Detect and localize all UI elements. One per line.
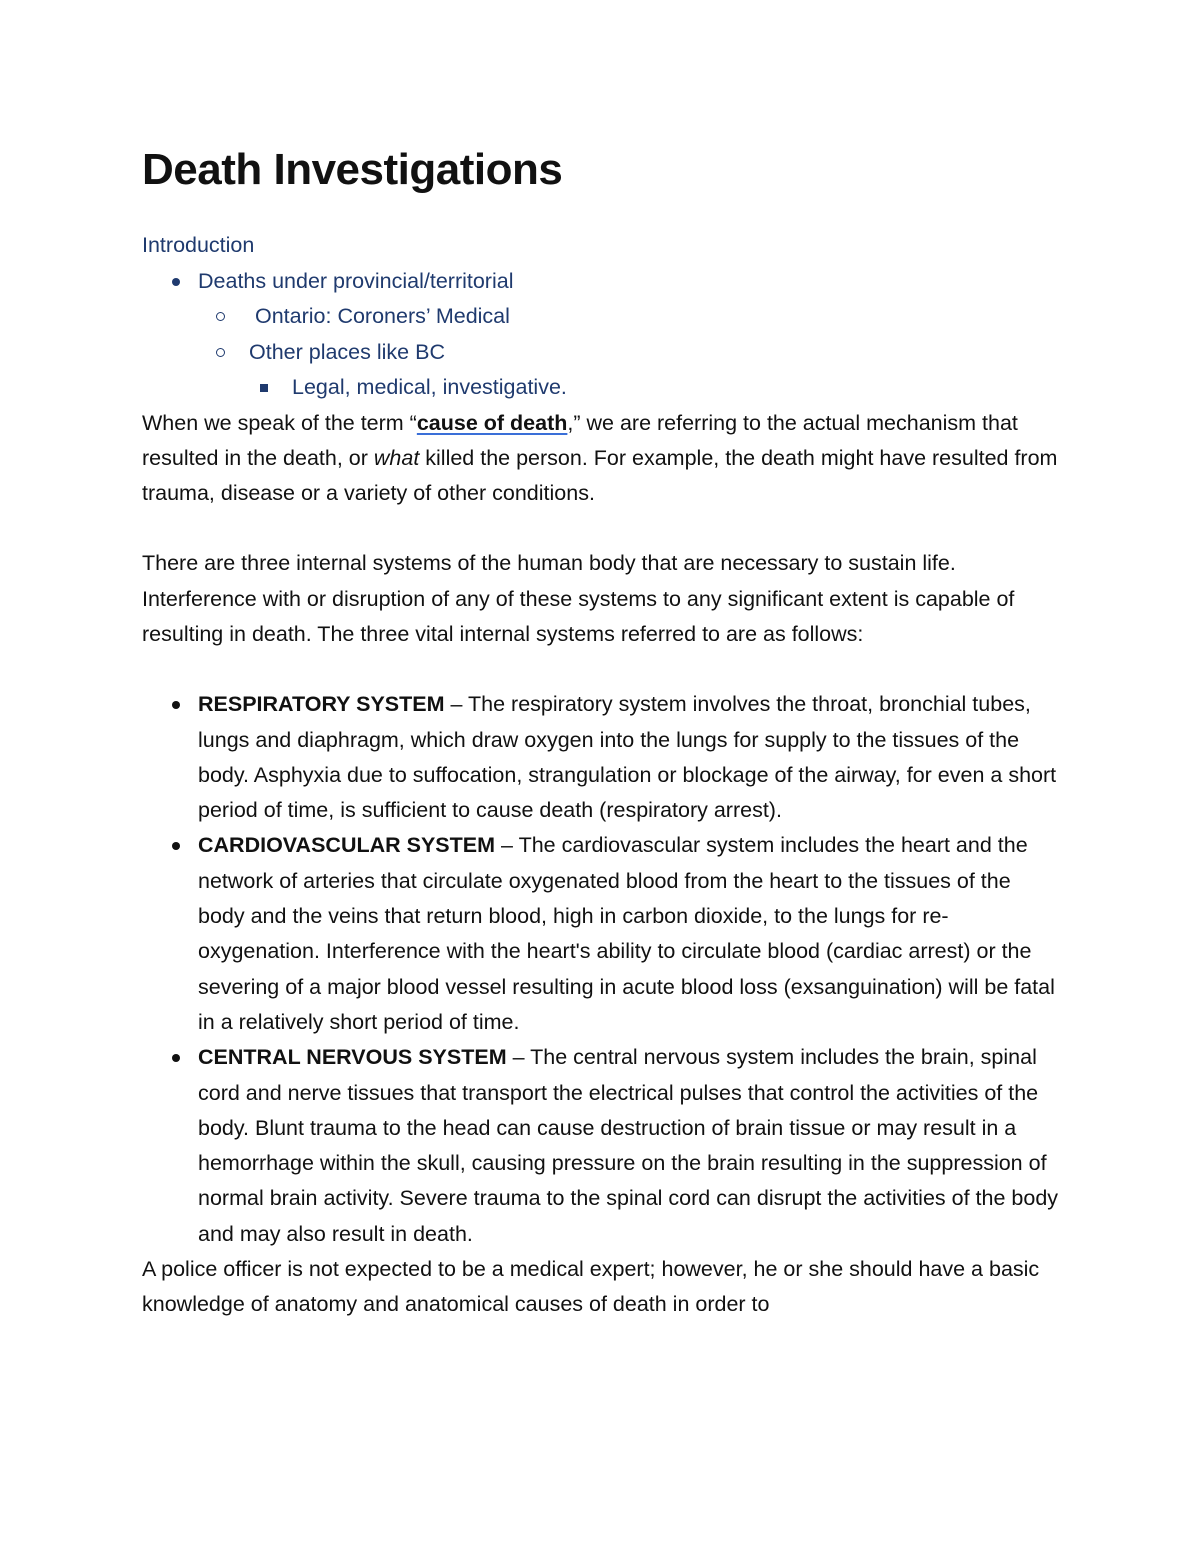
paragraph-text: ,” we are referring to the actual mechanism that resulted in the death, or [142, 410, 1018, 470]
document-body [142, 406, 1062, 1323]
document-page [142, 140, 1062, 1323]
vital-systems-list [142, 687, 1062, 1252]
bullet-dot-icon [172, 701, 180, 709]
closing-paragraph: A police officer is not expected to be a medical expert; however, he or she should have a basic knowledge of anatomy and anatomical causes of death in order to [142, 1257, 1040, 1317]
system-description: – The respiratory system involves the throat, bronchial tubes, lungs and diaphragm, which draw oxygen into the lungs for supply to the tissues of the body. Asphyxia due to suffocation, strangulation or blockage of the airway, for even a short period of time, is sufficient to cause death (respiratory arrest). [198, 692, 1057, 823]
list-item [142, 687, 1062, 828]
system-name: CENTRAL NERVOUS SYSTEM [198, 1045, 507, 1070]
outline-item [142, 299, 1062, 335]
document-title: Death Investigations [142, 145, 563, 194]
outline-item-text: Legal, medical, investigative. [292, 375, 567, 399]
outline-item-text: Ontario: Coroners’ Medical [255, 304, 510, 328]
intro-outline [142, 228, 1062, 406]
paragraph-spacer [142, 652, 1062, 687]
list-item [142, 828, 1062, 1040]
emphasis-text: what [373, 445, 420, 470]
bullet-square-icon [260, 384, 268, 392]
bullet-dot-icon [172, 278, 180, 286]
system-name: CARDIOVASCULAR SYSTEM [198, 833, 496, 858]
bullet-dot-icon [172, 1054, 180, 1062]
outline-item [142, 335, 1062, 371]
cause-of-death-term: cause of death [416, 410, 568, 435]
outline-item-text: Other places like BC [249, 339, 445, 364]
system-description: – The central nervous system includes the brain, spinal cord and nerve tissues that transport the electrical pulses that control the activities of the body. Blunt trauma to the head can cause destruction of brain tissue or may result in a hemorrhage within the skull, causing pressure on the brain resulting in the suppression of normal brain activity. Severe trauma to the spinal cord can disrupt the activities of the body and may also result in death. [198, 1045, 1059, 1246]
outline-heading: Introduction [142, 233, 255, 257]
bullet-ring-icon [216, 312, 225, 321]
cause-of-death-paragraph [142, 406, 1062, 512]
bullet-dot-icon [172, 842, 180, 850]
list-item [142, 1040, 1062, 1252]
paragraph-text: killed the person. For example, the death might have resulted from trauma, disease or a variety of other conditions. [142, 445, 1058, 506]
outline-item-text: Deaths under provincial/territorial [198, 268, 514, 293]
bullet-ring-icon [216, 348, 225, 357]
paragraph-text: When we speak of the term “ [142, 410, 417, 435]
outline-item [142, 264, 1062, 300]
outline-item [142, 370, 1062, 406]
system-name: RESPIRATORY SYSTEM [198, 692, 445, 717]
system-description: – The cardiovascular system includes the heart and the network of arteries that circulate oxygenated blood from the heart to the tissues of the body and the veins that return blood, high in carbon dioxide, to the lungs for re-oxygenation. Interference with the heart's ability to circulate blood (cardiac arrest) or the severing of a major blood vessel resulting in acute blood loss (exsanguination) will be fatal in a relatively short period of time. [198, 833, 1055, 1034]
systems-intro-paragraph: There are three internal systems of the human body that are necessary to sustain life. Interference with or disruption of any of these systems to any significant extent is capable of resulting in death. The three vital internal systems referred to are as follows: [142, 551, 1015, 646]
paragraph-spacer [142, 511, 1062, 546]
